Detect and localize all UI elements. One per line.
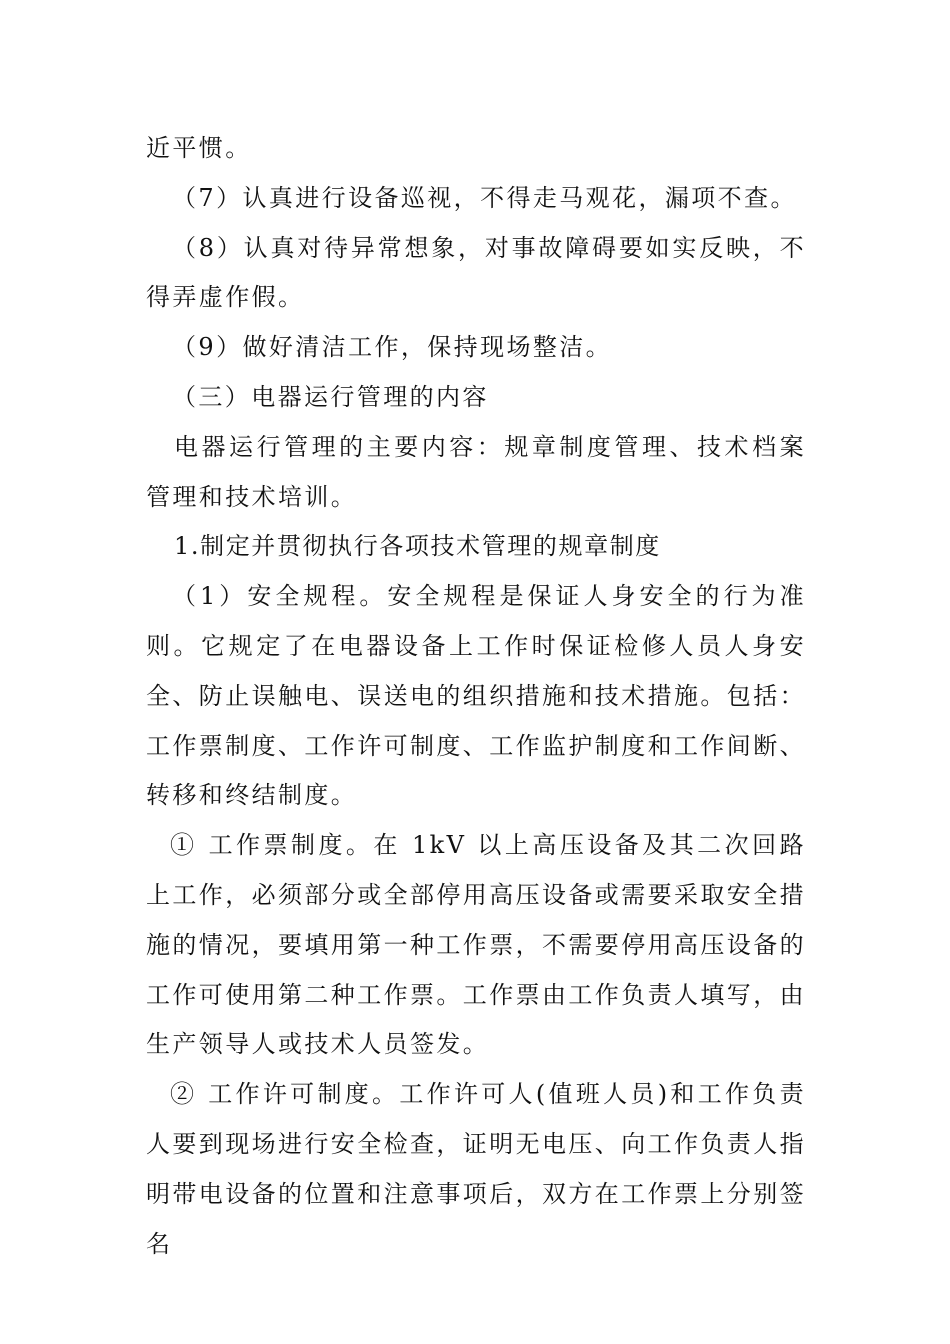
document-body [146,124,806,1269]
paragraph-safety-rules: （1）安全规程。安全规程是保证人身安全的行为准则。它规定了在电器设备上工作时保证检修人员人身安全、防止误触电、误送电的组织措施和技术措施。包括：工作票制度、工作许可制度、工作监护制度和工作间断、转移和终结制度。 [146,582,806,810]
paragraph-work-ticket: ① 工作票制度。在 1kV 以上高压设备及其二次回路上工作，必须部分或全部停用高压设备或需要采取安全措施的情况，要填用第一种工作票，不需要停用高压设备的工作可使用第二种工作票。工作票由工作负责人填写，由生产领导人或技术人员签发。 [146,831,806,1059]
paragraph-item-9: （9）做好清洁工作，保持现场整洁。 [172,333,613,362]
paragraph-work-permit: ② 工作许可制度。工作许可人(值班人员)和工作负责人要到现场进行安全检查，证明无电压、向工作负责人指明带电设备的位置和注意事项后，双方在工作票上分别签名 [146,1080,806,1258]
paragraph-continuation: 近平惯。 [146,134,252,162]
subsection-heading: 1.制定并贯彻执行各项技术管理的规章制度 [174,532,661,561]
paragraph-item-8: （8）认真对待异常想象，对事故障碍要如实反映，不得弄虚作假。 [146,233,806,312]
paragraph-main-content: 电器运行管理的主要内容：规章制度管理、技术档案管理和技术培训。 [146,432,806,511]
section-heading: （三）电器运行管理的内容 [172,382,489,411]
paragraph-item-7: （7）认真进行设备巡视，不得走马观花，漏项不查。 [172,183,797,212]
